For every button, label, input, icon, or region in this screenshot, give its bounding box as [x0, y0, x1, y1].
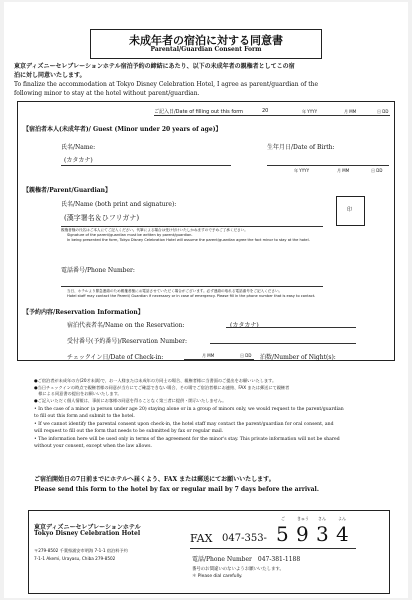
minor-dd: 日 DD: [371, 168, 383, 173]
guardian-name-line[interactable]: [61, 226, 323, 227]
guardian-heading: 【親権者/Parent/Guardian】: [23, 187, 111, 194]
note-line: will request to fill out the form that needs to be submitted by fax or regular mail.: [34, 429, 224, 434]
date-year-prefix: 20: [262, 108, 269, 114]
seal-mark: 印: [347, 207, 353, 213]
note-line: • If we cannot identify the parental consent upon check-in, the hotel staff may contact the parent/guardian for oral consent, and: [34, 422, 334, 427]
minor-mm: 月 MM: [337, 168, 350, 173]
reservation-dd: 日 DD: [240, 353, 252, 358]
note-line: to fill out this form and submit to the hotel.: [34, 414, 135, 419]
footer-addr-en: 7-1-1 Akemi, Urayasu, Chiba 279-8502: [34, 556, 116, 561]
fax-ruby: きゅう: [297, 516, 309, 521]
fax-digit: 3: [316, 522, 329, 546]
reservation-rep-line[interactable]: [226, 327, 356, 328]
date-line[interactable]: [154, 115, 390, 116]
fax-label: FAX: [190, 532, 213, 545]
guardian-note-1: 親権者様の氏名はご本人にてご記入ください。代筆による場合は受け付けいたしかねますので予めご了承ください。: [61, 228, 248, 232]
date-year: 年 YYYY: [302, 109, 318, 114]
minor-birth-line[interactable]: [267, 165, 389, 166]
fax-digit: 9: [296, 522, 309, 546]
fax-number: 047-353-: [222, 533, 267, 544]
reservation-num-label: 受付番号(予約番号)/Reservation Number:: [67, 338, 188, 345]
reservation-rep-kana: (カタカナ): [230, 322, 259, 329]
note-line: • In the case of a minor (a person under age 20) staying alone or in a group of minors only, we would request to the parent/guardian: [34, 407, 344, 412]
fax-ruby: さん: [318, 516, 326, 521]
fax-underline: [190, 548, 356, 549]
minor-heading: 【宿泊者本人(未成年者)/ Guest (Minor under 20 years of age)】: [23, 126, 222, 133]
reservation-num-line[interactable]: [210, 343, 356, 344]
footer-addr-ja: 〒279-8502 千葉県浦安市明海 7-1-1 宿泊料予約: [34, 548, 128, 553]
guardian-name-label: 氏名/Name (both print and signature):: [61, 201, 177, 208]
fax-digit: 5: [276, 522, 289, 546]
date-label: ご記入日/Date of filling out this form: [154, 109, 244, 115]
note-line: • The information here will be used only in terms of the agreement for the minor's stay. This private information will not be shared: [34, 437, 340, 442]
guardian-phone-note-2: Hotel staff may contact the Parent/ Guardian if necessary or in case of emergency. Please fill in the phone number that is easy to contact.: [67, 294, 316, 298]
footer-phone: 電話/Phone Number 047-381-1188: [192, 556, 301, 563]
note-line: ●当日チェックインの時点で親権者様の同意が当方にてご確認できない場合、その場でご宿泊者様にお連絡、FAX または郵送にて親権者: [34, 385, 290, 390]
consent-form-page: [4, 2, 408, 598]
minor-name-label: 氏名/Name:: [61, 144, 96, 151]
reservation-rep-label: 宿泊代表者名/Name on the Reservation:: [67, 322, 185, 329]
minor-name-line[interactable]: [61, 165, 231, 166]
note-line: ●ご宿泊者が未成年の方(20才未満)で、お一人様または未成年の方同士の場合、親権者様に当書面のご提出をお願いいたします。: [34, 378, 277, 383]
guardian-phone-label: 電話番号/Phone Number:: [61, 267, 135, 274]
title-en: Parental/Guardian Consent Form: [150, 46, 262, 53]
fax-ruby: ご: [281, 516, 285, 521]
guardian-phone-line[interactable]: [61, 286, 323, 287]
footer-caution-2: ＊ Please dial carefully.: [192, 574, 243, 579]
send-en: Please send this form to the hotel by fax or regular mail by 7 days before the arrival.: [34, 486, 319, 493]
minor-yyyy: 年 YYYY: [294, 168, 310, 173]
fax-ruby: よん: [338, 516, 346, 521]
footer-hotel-en: Tokyo Disney Celebration Hotel: [34, 530, 141, 537]
footer-hotel-ja: 東京ディズニーセレブレーションホテル: [34, 524, 141, 531]
intro-en-1: To finalize the accommodation at Tokyo Disney Celebration Hotel, I agree as parent/guardian of the: [14, 81, 319, 88]
note-line: ●ご記入いただく個人情報は、事前にお客様の同意を得ることなく第三者に提供・開示いたしません。: [34, 398, 227, 403]
intro-ja-2: 泊に対し同意いたします。: [14, 72, 86, 79]
minor-birth-label: 生年月日/Date of Birth:: [267, 144, 335, 151]
minor-kana: (カタカナ): [64, 157, 93, 164]
reservation-checkin-label: チェックイン日/Date of Check-in:: [67, 354, 164, 361]
intro-en-2: following minor to stay at the hotel without parent/guardian.: [14, 90, 200, 97]
title-ja: 未成年者の宿泊に対する同意書: [129, 34, 283, 47]
footer-caution-1: 番号のお間違いのないようお願いいたします。: [192, 567, 284, 572]
note-line: without your consent, except when the law allows.: [34, 444, 152, 449]
guardian-phone-note-1: 当日、ホテルより緊急連絡のため親権者様にお電話させていただく場合がございます。必ず連絡の取れる電話番号をご記入ください。: [67, 289, 283, 293]
intro-ja-1: 東京ディズニーセレブレーションホテル宿泊予約の締結にあたり、以下の未成年者の親権者としてこの宿: [14, 63, 295, 70]
date-month: 月 MM: [344, 109, 357, 114]
reservation-mm: 月 MM: [202, 353, 215, 358]
note-line: 様による同意書の提出をお願いいたします。: [34, 391, 122, 396]
reservation-checkin-line[interactable]: [184, 359, 254, 360]
guardian-note-2: Signature of the parent/guardian must be written by parent/guardian.: [67, 233, 193, 237]
guardian-kanji: (漢字署名＆ひフリガナ): [64, 214, 140, 222]
date-day: 日 DD: [377, 109, 389, 114]
reservation-heading: 【予約内容/Reservation Information】: [23, 309, 144, 316]
reservation-nights-label: 泊数/Number of Night(s):: [260, 354, 336, 361]
send-ja: ご宿泊開始日の7日前までにホテルへ届くよう、FAX または郵送にてお願いいたします。: [34, 476, 275, 483]
guardian-note-3: In being presented the form, Tokyo Disney Celebration Hotel will assume the parent/guardian agree the fact minor to stay at the hotel.: [67, 238, 310, 242]
fax-digit: 4: [336, 522, 349, 546]
